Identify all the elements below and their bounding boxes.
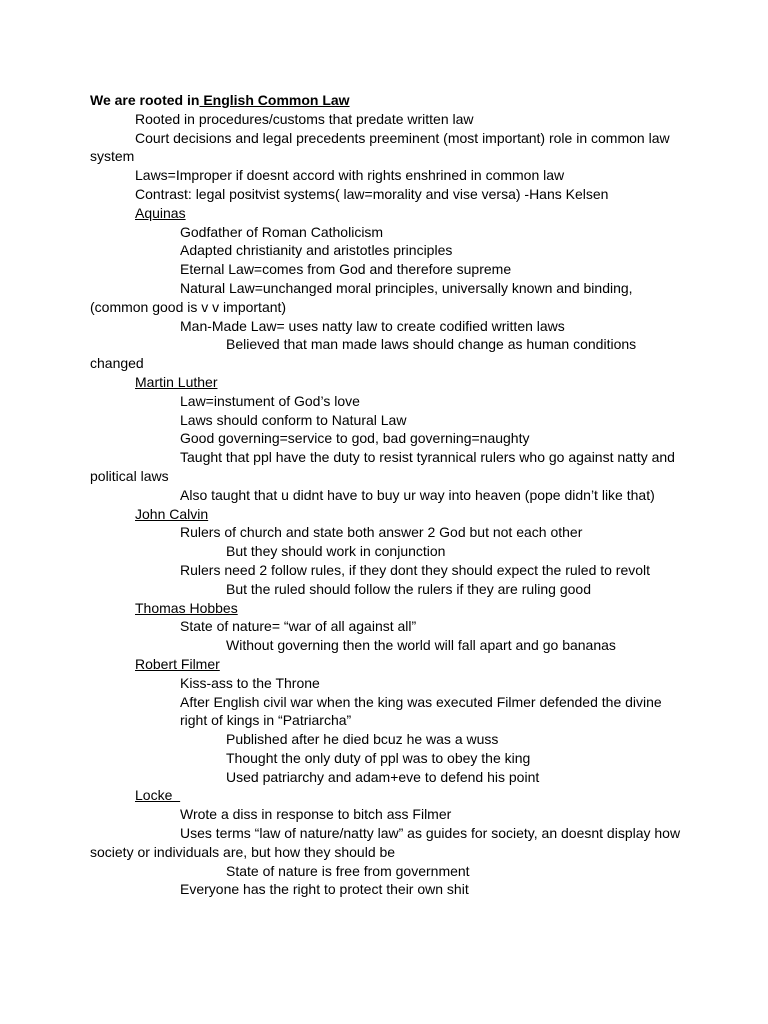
section-heading-aquinas: Aquinas: [135, 204, 186, 221]
section-heading-thomas-hobbes: Thomas Hobbes: [135, 599, 238, 616]
note-line: Law=instument of God’s love: [180, 392, 360, 409]
note-line: Good governing=service to god, bad governing=naughty: [180, 430, 530, 447]
note-line: But the ruled should follow the rulers if they are ruling good: [226, 580, 591, 597]
note-line: But they should work in conjunction: [226, 543, 446, 560]
note-line: Kiss-ass to the Throne: [180, 674, 320, 691]
note-line: Laws should conform to Natural Law: [180, 411, 407, 428]
note-line: Laws=Improper if doesnt accord with rights enshrined in common law: [135, 167, 565, 184]
note-line: State of nature= “war of all against all”: [180, 618, 417, 635]
note-line-wrap: (common good is v v important): [90, 298, 287, 315]
note-line: Rooted in procedures/customs that predate written law: [135, 110, 474, 127]
note-line: After English civil war when the king was executed Filmer defended the divine: [180, 693, 662, 710]
section-heading-robert-filmer: Robert Filmer: [135, 655, 220, 672]
note-line: Man-Made Law= uses natty law to create codified written laws: [180, 317, 565, 334]
note-line-wrap: society or individuals are, but how they should be: [90, 843, 396, 860]
document-body: [0, 91, 768, 899]
note-line-wrap: system: [90, 148, 135, 165]
note-line-wrap: political laws: [90, 467, 169, 484]
note-line: Published after he died bcuz he was a wuss: [226, 731, 499, 748]
section-heading-john-calvin: John Calvin: [135, 505, 209, 522]
heading-prefix: We are rooted in: [90, 92, 200, 108]
note-line: Adapted christianity and aristotles principles: [180, 242, 453, 259]
note-line: Contrast: legal positvist systems( law=morality and vise versa) -Hans Kelsen: [135, 185, 609, 202]
heading-english-common-law: English Common Law: [199, 92, 350, 108]
note-line: Used patriarchy and adam+eve to defend his point: [226, 768, 540, 785]
note-line: Everyone has the right to protect their own shit: [180, 881, 469, 898]
note-line: Eternal Law=comes from God and therefore supreme: [180, 261, 512, 278]
note-line: Wrote a diss in response to bitch ass Filmer: [180, 806, 452, 823]
note-line: Also taught that u didnt have to buy ur way into heaven (pope didn’t like that): [180, 486, 655, 503]
note-line: Godfather of Roman Catholicism: [180, 223, 384, 240]
note-line: Rulers need 2 follow rules, if they dont they should expect the ruled to revolt: [180, 561, 651, 578]
document-heading: [0, 91, 768, 110]
note-line: Uses terms “law of nature/natty law” as guides for society, an doesnt display how: [180, 825, 681, 842]
note-line: Taught that ppl have the duty to resist tyrannical rulers who go against natty and: [180, 449, 675, 466]
note-line: Without governing then the world will fall apart and go bananas: [226, 637, 616, 654]
note-line: Believed that man made laws should change as human conditions: [226, 336, 637, 353]
note-line: Natural Law=unchanged moral principles, universally known and binding,: [180, 279, 633, 296]
note-line: Thought the only duty of ppl was to obey the king: [226, 749, 531, 766]
note-line-wrap: changed: [90, 355, 144, 372]
note-line: Rulers of church and state both answer 2 God but not each other: [180, 524, 583, 541]
note-line: right of kings in “Patriarcha”: [180, 712, 352, 729]
section-heading-locke: Locke: [135, 787, 181, 804]
section-heading-martin-luther: Martin Luther: [135, 373, 218, 390]
note-line: Court decisions and legal precedents preeminent (most important) role in common law: [135, 129, 670, 146]
note-line: State of nature is free from government: [226, 862, 470, 879]
